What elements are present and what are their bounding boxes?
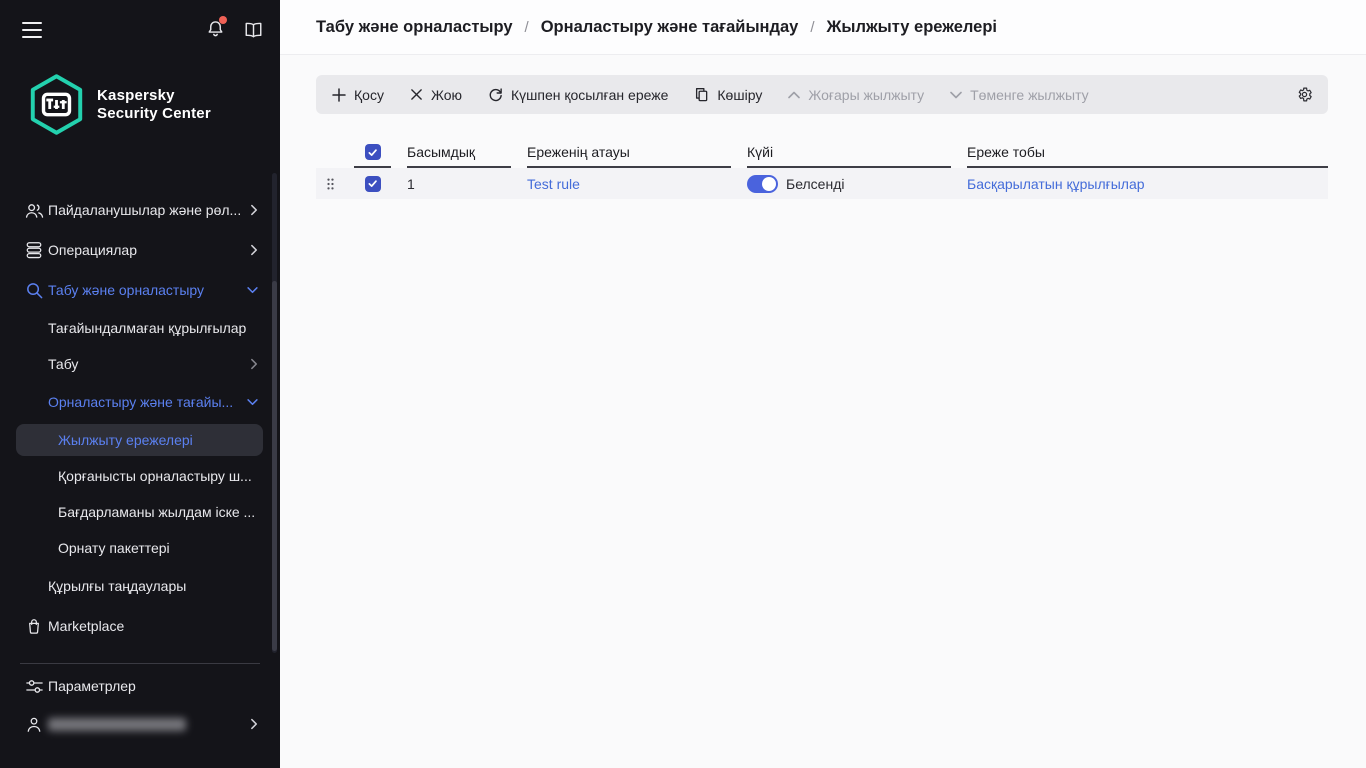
move-down-button[interactable]: Төменге жылжыту <box>950 87 1089 103</box>
rules-table <box>316 138 1328 199</box>
sidebar-item-protection-deployment[interactable]: Қорғанысты орналастыру ш... <box>58 468 252 484</box>
toolbar <box>316 75 1328 114</box>
chevron-right-icon <box>251 204 258 216</box>
menu-icon[interactable] <box>22 22 42 38</box>
breadcrumb-separator: / <box>524 18 529 36</box>
search-icon <box>24 280 44 300</box>
refresh-icon <box>488 87 503 102</box>
status-toggle[interactable] <box>747 175 778 193</box>
kaspersky-logo-icon <box>28 74 85 135</box>
sidebar-item-marketplace[interactable]: Marketplace <box>0 606 280 646</box>
chevron-down-icon <box>950 91 962 99</box>
sidebar-item-settings[interactable]: Параметрлер <box>0 668 280 704</box>
sidebar-item-operations[interactable]: Операциялар <box>0 230 280 270</box>
chevron-right-icon <box>251 358 258 370</box>
row-checkbox-cell <box>354 168 391 199</box>
force-rule-button[interactable]: Күшпен қосылған ереже <box>488 87 668 103</box>
sidebar-item-moving-rules[interactable]: Жылжыту ережелері <box>16 424 263 456</box>
sidebar-item-deployment-assignment[interactable]: Орналастыру және тағайы... <box>0 382 280 422</box>
chevron-down-icon <box>247 399 258 406</box>
sidebar-item-users-roles[interactable]: Пайдаланушылар және рөл... <box>0 190 280 230</box>
sidebar-item-discovery-deployment[interactable]: Табу және орналастыру <box>0 270 280 310</box>
breadcrumb-item-moving-rules: Жылжыту ережелері <box>826 17 998 36</box>
rule-name-link[interactable]: Test rule <box>527 175 580 192</box>
column-header-group[interactable]: Ереже тобы <box>967 138 1328 168</box>
plus-icon <box>332 88 346 102</box>
x-icon <box>410 88 423 101</box>
rule-group-link[interactable]: Басқарылатын құрылғылар <box>967 175 1145 192</box>
table-row[interactable] <box>316 168 1328 199</box>
gear-icon[interactable] <box>1296 86 1313 103</box>
copy-button[interactable]: Көшіру <box>694 87 762 103</box>
app-logo <box>28 74 211 135</box>
sidebar-nav <box>0 190 280 646</box>
move-up-button[interactable]: Жоғары жылжыту <box>788 87 924 103</box>
column-header-name[interactable]: Ереженің атауы <box>527 138 731 168</box>
breadcrumb-item-discovery-deployment[interactable]: Табу және орналастыру <box>316 17 513 36</box>
cell-status <box>747 168 951 199</box>
sidebar-item-installation-packages[interactable]: Орнату пакеттері <box>58 540 170 556</box>
sidebar-item-user-account[interactable] <box>0 706 280 742</box>
sidebar-item-unassigned-devices[interactable]: Тағайындалмаған құрылғылар <box>48 320 247 336</box>
sidebar <box>0 0 280 768</box>
notification-dot <box>219 16 227 24</box>
table-header-row <box>316 138 1328 168</box>
chevron-up-icon <box>788 91 800 99</box>
main-area <box>280 0 1366 768</box>
person-icon <box>24 714 44 734</box>
header-checkbox-cell <box>354 138 391 168</box>
sidebar-divider <box>20 663 260 664</box>
users-icon <box>24 200 44 220</box>
chevron-right-icon <box>251 718 258 730</box>
breadcrumb-item-deployment-assignment[interactable]: Орналастыру және тағайындау <box>540 17 799 36</box>
header-handle-spacer <box>316 138 338 168</box>
add-button[interactable]: Қосу <box>332 87 384 103</box>
topbar-icons <box>204 18 264 40</box>
sidebar-item-device-selections[interactable]: Құрылғы таңдаулары <box>48 578 187 594</box>
book-icon[interactable] <box>242 18 264 40</box>
column-header-priority[interactable]: Басымдық <box>407 138 511 168</box>
marketplace-icon <box>24 616 44 636</box>
operations-icon <box>24 240 44 260</box>
chevron-down-icon <box>247 287 258 294</box>
drag-handle-icon[interactable] <box>316 168 338 199</box>
breadcrumb <box>280 0 1366 55</box>
sidebar-item-quick-start[interactable]: Бағдарламаны жылдам іске ... <box>58 504 256 520</box>
user-name-redacted <box>48 718 186 731</box>
sidebar-scrollbar-thumb[interactable] <box>272 281 277 651</box>
sliders-icon <box>24 676 44 696</box>
status-label: Белсенді <box>786 175 845 192</box>
chevron-right-icon <box>251 244 258 256</box>
select-all-checkbox[interactable] <box>365 144 381 160</box>
app-title: Kaspersky Security Center <box>97 86 211 122</box>
delete-button[interactable]: Жою <box>410 87 462 103</box>
column-header-status[interactable]: Күйі <box>747 138 951 168</box>
bell-icon[interactable] <box>204 18 226 40</box>
row-checkbox[interactable] <box>365 176 381 192</box>
sidebar-item-discovery[interactable]: Табу <box>0 346 280 382</box>
copy-icon <box>694 87 709 102</box>
breadcrumb-separator: / <box>810 18 815 36</box>
cell-priority: 1 <box>407 175 415 192</box>
